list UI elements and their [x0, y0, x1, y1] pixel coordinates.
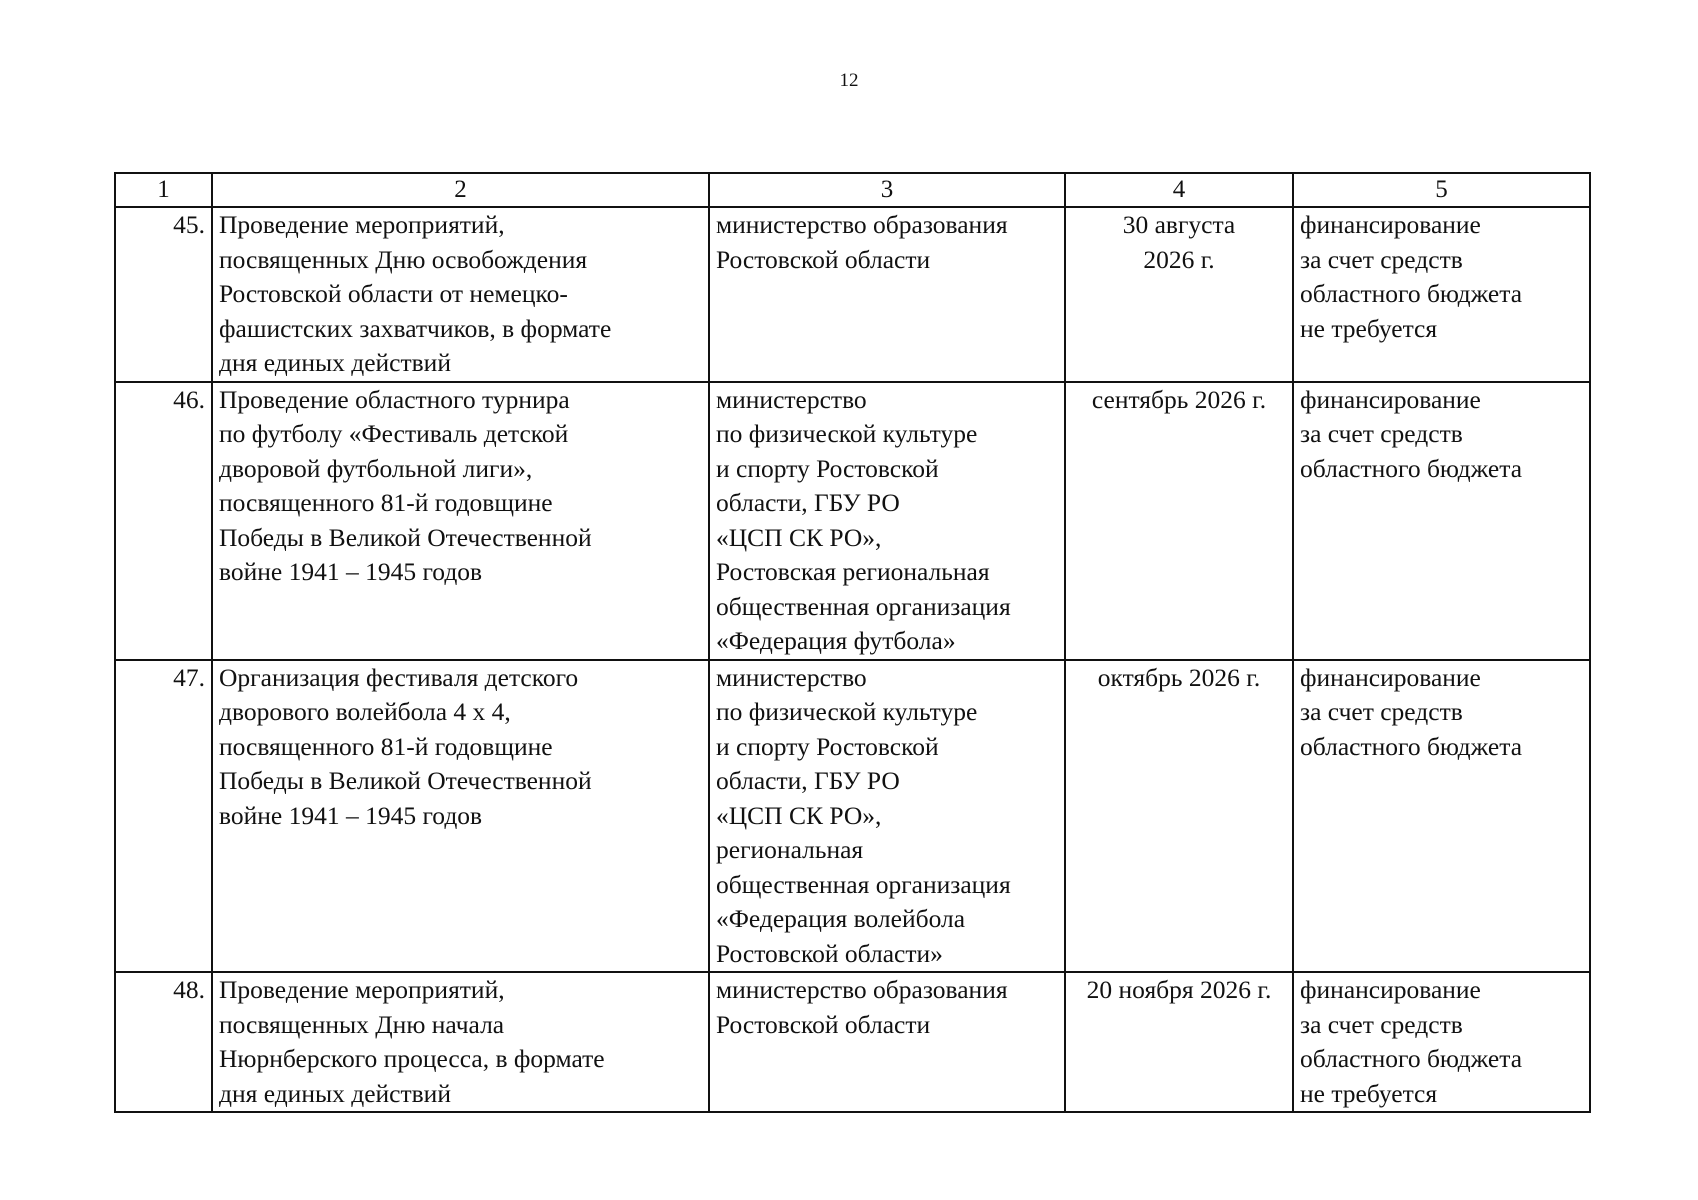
- header-col-2: 2: [212, 173, 709, 207]
- cell-text-line: министерство образования: [716, 210, 1008, 239]
- cell-text-line: за счет средств: [1300, 419, 1463, 448]
- table-row: [115, 972, 1590, 1112]
- cell-text-line: дня единых действий: [219, 1078, 451, 1108]
- cell-text-line: войне 1941 – 1945 годов: [219, 800, 483, 830]
- cell-text-line: «Федерация футбола»: [716, 626, 956, 655]
- cell-text-line: Ростовская региональная: [716, 557, 990, 586]
- cell-text-line: по физической культуре: [716, 697, 978, 726]
- cell-text-line: Ростовской области от немецко-: [219, 279, 568, 308]
- cell-text-line: общественная организация: [716, 591, 1011, 621]
- cell-text-line: Проведение мероприятий,: [219, 210, 505, 239]
- row-number-cell: 45.: [115, 207, 212, 382]
- cell-text-line: за счет средств: [1300, 697, 1463, 726]
- responsible-cell: [709, 660, 1065, 973]
- date-cell: [1065, 660, 1293, 973]
- cell-text-line: Победы в Великой Отечественной: [219, 766, 592, 795]
- header-col-4: 4: [1065, 173, 1293, 207]
- cell-text-line: по физической культуре: [716, 419, 978, 448]
- responsible-cell: [709, 972, 1065, 1112]
- cell-text-line: 30 августа: [1122, 210, 1236, 239]
- cell-text-line: общественная организация: [716, 869, 1011, 899]
- cell-text-line: области, ГБУ РО: [716, 488, 900, 517]
- row-number-cell: 46.: [115, 382, 212, 660]
- cell-text-line: посвященных Дню начала: [219, 1009, 505, 1039]
- cell-text-line: посвященного 81-й годовщине: [219, 488, 553, 517]
- funding-cell: [1293, 972, 1590, 1112]
- cell-text-line: фашистских захватчиков, в формате: [219, 313, 612, 343]
- row-number-cell: 48.: [115, 972, 212, 1112]
- funding-cell: [1293, 660, 1590, 973]
- cell-text-line: министерство образования: [716, 975, 1008, 1004]
- cell-text-line: Нюрнберского процесса, в формате: [219, 1044, 605, 1073]
- row-number-cell: 47.: [115, 660, 212, 973]
- events-table: [114, 172, 1591, 1113]
- cell-text-line: дворового волейбола 4 х 4,: [219, 697, 511, 726]
- cell-text-line: финансирование: [1300, 210, 1481, 239]
- responsible-cell: [709, 207, 1065, 382]
- cell-text-line: и спорту Ростовской: [716, 731, 939, 761]
- responsible-cell: [709, 382, 1065, 660]
- cell-text-line: за счет средств: [1300, 244, 1463, 274]
- cell-text-line: Организация фестиваля детского: [219, 662, 579, 692]
- cell-text-line: не требуется: [1300, 1078, 1438, 1108]
- header-col-1: 1: [115, 173, 212, 207]
- table-row: [115, 660, 1590, 973]
- table-header-row: [115, 173, 1590, 207]
- cell-text-line: министерство: [716, 384, 867, 414]
- cell-text-line: «ЦСП СК РО»,: [716, 800, 882, 830]
- event-cell: [212, 660, 709, 973]
- date-cell: [1065, 207, 1293, 382]
- cell-text-line: Ростовской области: [716, 244, 931, 274]
- cell-text-line: по футболу «Фестиваль детской: [219, 419, 569, 448]
- cell-text-line: октябрь 2026 г.: [1097, 662, 1261, 692]
- table-row: [115, 382, 1590, 660]
- event-cell: [212, 207, 709, 382]
- header-col-3: 3: [709, 173, 1065, 207]
- funding-cell: [1293, 382, 1590, 660]
- cell-text-line: и спорту Ростовской: [716, 453, 939, 483]
- event-cell: [212, 972, 709, 1112]
- cell-text-line: посвященного 81-й годовщине: [219, 731, 553, 761]
- cell-text-line: Победы в Великой Отечественной: [219, 522, 592, 552]
- cell-text-line: Ростовской области: [716, 1009, 931, 1039]
- cell-text-line: финансирование: [1300, 384, 1481, 414]
- cell-text-line: финансирование: [1300, 975, 1481, 1004]
- cell-text-line: министерство: [716, 662, 867, 692]
- cell-text-line: не требуется: [1300, 313, 1438, 343]
- cell-text-line: посвященных Дню освобождения: [219, 244, 588, 274]
- funding-cell: [1293, 207, 1590, 382]
- event-cell: [212, 382, 709, 660]
- date-cell: [1065, 382, 1293, 660]
- page-number: 12: [839, 70, 859, 91]
- cell-text-line: областного бюджета: [1300, 453, 1523, 483]
- cell-text-line: областного бюджета: [1300, 731, 1523, 761]
- cell-text-line: дня единых действий: [219, 348, 451, 377]
- cell-text-line: областного бюджета: [1300, 279, 1523, 308]
- cell-text-line: финансирование: [1300, 662, 1481, 692]
- header-col-5: 5: [1293, 173, 1590, 207]
- cell-text-line: за счет средств: [1300, 1009, 1463, 1039]
- table-row: [115, 207, 1590, 382]
- cell-text-line: «ЦСП СК РО»,: [716, 522, 882, 552]
- cell-text-line: области, ГБУ РО: [716, 766, 900, 795]
- date-cell: [1065, 972, 1293, 1112]
- cell-text-line: Проведение областного турнира: [219, 384, 570, 414]
- cell-text-line: 2026 г.: [1143, 244, 1215, 274]
- cell-text-line: Проведение мероприятий,: [219, 975, 505, 1004]
- cell-text-line: дворовой футбольной лиги»,: [219, 453, 533, 483]
- cell-text-line: «Федерация волейбола: [716, 904, 966, 933]
- cell-text-line: войне 1941 – 1945 годов: [219, 557, 483, 586]
- cell-text-line: 20 ноября 2026 г.: [1086, 975, 1272, 1004]
- cell-text-line: Ростовской области»: [716, 938, 943, 968]
- table-body: [115, 207, 1590, 1112]
- cell-text-line: сентябрь 2026 г.: [1091, 384, 1267, 414]
- cell-text-line: региональная: [716, 835, 864, 864]
- cell-text-line: областного бюджета: [1300, 1044, 1523, 1073]
